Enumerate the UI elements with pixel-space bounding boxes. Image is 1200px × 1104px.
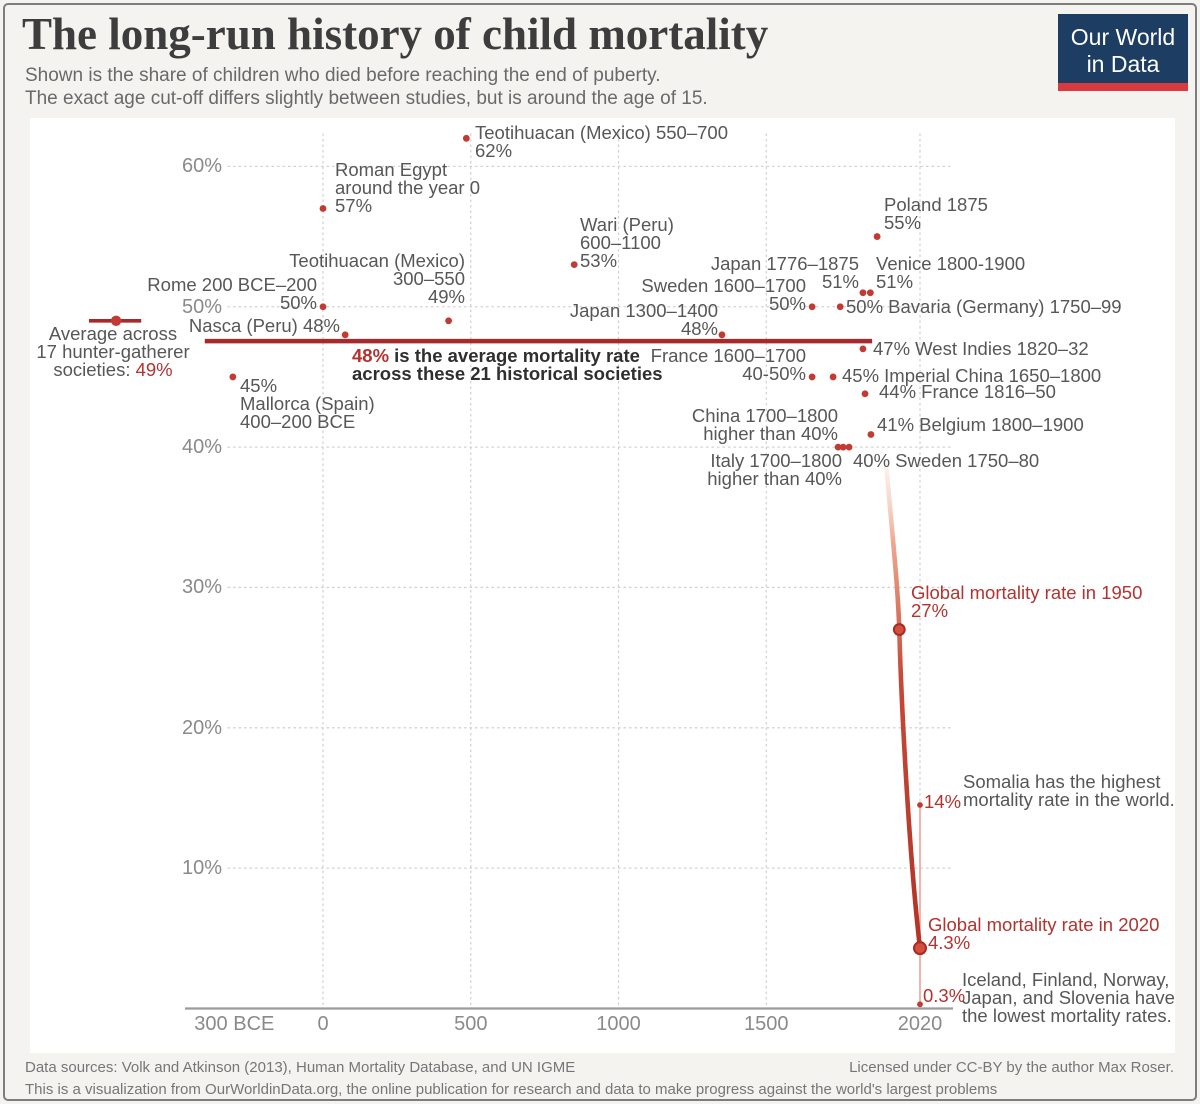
- label-imperial-china: 45% Imperial China 1650–1800: [842, 365, 1102, 386]
- point-sweden-1600-1700: [809, 303, 816, 310]
- label-france-1600: France 1600–1700 40-50%: [650, 345, 806, 384]
- footer-license: Licensed under CC-BY by the author Max Roser.: [849, 1059, 1174, 1076]
- label-west-indies: 47% West Indies 1820–32: [873, 338, 1089, 359]
- label-average-48: 48% is the average mortality rate across these 21 historical societies: [352, 345, 663, 384]
- y-tick-40: 40%: [181, 436, 222, 459]
- label-teotihuacan-300-550: Teotihuacan (Mexico) 300–550 49%: [289, 250, 465, 307]
- point-teotihuacan-mexico-550-700: [463, 135, 470, 142]
- label-bavaria: 50% Bavaria (Germany) 1750–99: [846, 296, 1122, 317]
- point-wari-peru-600-1100: [571, 261, 578, 268]
- point-nasca-peru: [342, 331, 349, 338]
- global-decline-line: [886, 463, 920, 949]
- point-imperial-china-1650-1800: [830, 374, 837, 381]
- label-rome: Rome 200 BCE–200 50%: [147, 274, 317, 313]
- point-mallorca-spain-400-200bce: [229, 374, 236, 381]
- label-sweden-1750: 40% Sweden 1750–80: [853, 450, 1040, 471]
- subtitle-line-2: The exact age cut-off differs slightly between studies, but is around the age of 15.: [25, 88, 708, 109]
- y-tick-60: 60%: [181, 155, 222, 178]
- x-tick-500: 500: [454, 1013, 488, 1035]
- point-teotihuacan-mexico-300-550: [445, 317, 452, 324]
- label-hunter-gatherer: Average across 17 hunter-gatherer societies: 49%: [36, 323, 190, 380]
- point-bavaria-germany-1750-99: [837, 303, 844, 310]
- point-venice-1800-1900: [867, 289, 874, 296]
- point-france-1816-50: [862, 390, 869, 397]
- point-poland-1875: [874, 233, 881, 240]
- point-west-indies-1820-32: [860, 345, 867, 352]
- y-tick-30: 30%: [181, 576, 222, 599]
- page-title: The long-run history of child mortality: [22, 9, 769, 59]
- label-lowest-note: Iceland, Finland, Norway, Japan, and Slovenia have the lowest mortality rates.: [962, 969, 1175, 1026]
- hunter-gatherer-average-dot: [111, 316, 121, 326]
- logo-line-1: Our World: [1070, 24, 1176, 50]
- y-tick-20: 20%: [181, 716, 222, 739]
- subtitle-line-1: Shown is the share of children who died before reaching the end of puberty.: [25, 65, 661, 86]
- point-somalia-2020: [917, 802, 923, 808]
- label-roman-egypt: Roman Egypt around the year 0 57%: [335, 159, 481, 216]
- label-sweden-1600: Sweden 1600–1700 50%: [641, 275, 806, 314]
- point-lowest-countries-2020: [917, 1001, 923, 1007]
- point-japan-1776-1875: [860, 289, 867, 296]
- label-wari-peru: Wari (Peru) 600–1100 53%: [580, 214, 674, 271]
- x-tick-2020: 2020: [897, 1013, 943, 1035]
- label-somalia-value: 14%: [924, 791, 962, 812]
- label-somalia-note: Somalia has the highest mortality rate in the world.: [963, 771, 1175, 810]
- label-italy-1700: Italy 1700–1800 higher than 40%: [707, 450, 842, 489]
- point-rome-200bce-200: [320, 303, 327, 310]
- point-japan-1300-1400: [719, 331, 726, 338]
- label-japan-1776: Japan 1776–1875 51%: [710, 253, 859, 292]
- label-france-1816: 44% France 1816–50: [879, 381, 1056, 402]
- label-lowest-value: 0.3%: [923, 985, 966, 1006]
- x-tick-1500: 1500: [744, 1013, 789, 1035]
- x-tick-300-bce: 300 BCE: [194, 1013, 275, 1035]
- y-tick-10: 10%: [181, 857, 222, 880]
- label-teotihuacan-550-700: Teotihuacan (Mexico) 550–700 62%: [475, 122, 728, 161]
- label-venice: Venice 1800-1900 51%: [876, 253, 1026, 292]
- point-belgium-1800-1900: [868, 431, 875, 438]
- label-poland-1875: Poland 1875 55%: [884, 194, 988, 233]
- point-sweden-1750-80: [846, 444, 853, 451]
- y-tick-50: 50%: [181, 295, 222, 318]
- footer-tagline: This is a visualization from OurWorldinData.org, the online publication for research and data to make progress against the world's largest problems: [25, 1081, 998, 1098]
- label-mallorca: 45% Mallorca (Spain) 400–200 BCE: [240, 375, 375, 432]
- point-italy-1700-1800: [840, 444, 847, 451]
- x-tick-1000: 1000: [596, 1013, 641, 1035]
- point-france-1600-1700: [809, 374, 816, 381]
- x-tick-0: 0: [317, 1013, 329, 1035]
- label-belgium: 41% Belgium 1800–1900: [877, 414, 1084, 435]
- point-global-mortality-2020: [914, 942, 926, 954]
- label-global-2020: Global mortality rate in 2020 4.3%: [928, 914, 1160, 953]
- point-global-mortality-1950: [894, 624, 905, 635]
- footer-data-sources: Data sources: Volk and Atkinson (2013), Human Mortality Database, and UN IGME: [25, 1059, 576, 1076]
- label-china-1700: China 1700–1800 higher than 40%: [691, 405, 838, 444]
- label-japan-1300: Japan 1300–1400 48%: [569, 300, 718, 339]
- logo-line-2: in Data: [1086, 51, 1160, 77]
- label-nasca: Nasca (Peru) 48%: [188, 315, 340, 336]
- point-roman-egypt: [320, 205, 327, 212]
- label-global-1950: Global mortality rate in 1950 27%: [911, 582, 1143, 621]
